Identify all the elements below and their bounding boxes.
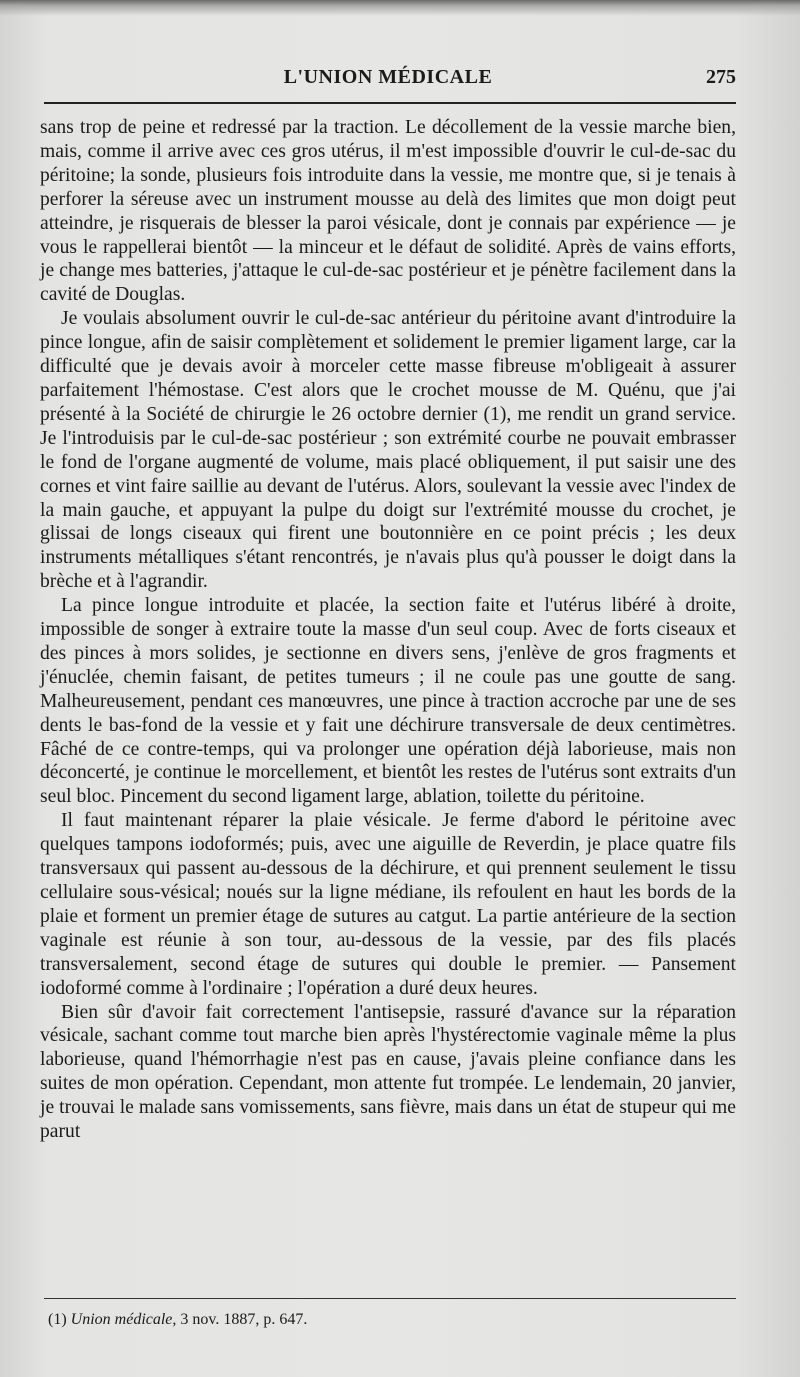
body-text: [40, 116, 736, 1144]
paragraph: La pince longue introduite et placée, la section faite et l'utérus libéré à droite, impossible de songer à extraire toute la masse d'un seul coup. Avec de forts ciseaux et des pinces à mors solides, je sectionne en divers sens, j'enlève de gros fragments et j'énucléе, chemin faisant, de petites tumeurs ; il ne coule pas une goutte de sang. Malheureusement, pendant ces manœuvres, une pince à traction accroche par une de ses dents le bas-fond de la vessie et y fait une déchirure transversale de deux centimètres. Fâché de ce contre-temps, qui va prolonger une opération déjà laborieuse, mais non déconcerté, je continue le morcellement, et bientôt les restes de l'utérus sont extraits d'un seul bloc. Pincement du second ligament large, ablation, toilette du péritoine.: [40, 595, 736, 808]
footnote-marker: (1): [48, 1311, 67, 1328]
running-title: L'UNION MÉDICALE: [283, 66, 493, 88]
paragraph: Je voulais absolument ouvrir le cul-de-sac antérieur du péritoine avant d'introduire la pince longue, afin de saisir complètement et solidement le premier ligament large, car la difficulté que je devais avoir à morceler cette masse fibreuse m'obligeait à assurer parfaitement l'hémostase. C'est alors que le crochet mousse de M. Quénu, que j'ai présenté à la Société de chirurgie le 26 octobre dernier (1), me rendit un grand service. Je l'introduisis par le cul-de-sac postérieur ; son extrémité courbe ne pouvait embrasser le fond de l'organe augmenté de volume, mais placé obliquement, il put saisir une des cornes et vint faire saillie au devant de l'utérus. Alors, soulevant la vessie avec l'index de la main gauche, et appuyant la pulpe du doigt sur l'extrémité mousse du crochet, je glissai de longs ciseaux qui firent une boutonnière en ce point précis ; les deux instruments métalliques s'étant rencontrés, je n'avais plus qu'à pousser le doigt dans la brèche et à l'agrandir.: [40, 308, 736, 593]
footnote-rule: [44, 1298, 736, 1299]
page-number: 275: [706, 66, 736, 88]
footnote-journal: Union médicale,: [70, 1311, 177, 1328]
footnote-reference: 3 nov. 1887, p. 647.: [180, 1311, 308, 1328]
page-header: [40, 64, 736, 100]
header-rule: [44, 102, 736, 104]
paragraph: Il faut maintenant réparer la plaie vésicale. Je ferme d'abord le péritoine avec quelques tampons iodoformés; puis, avec une aiguille de Reverdin, je place quatre fils transversaux qui passent au-dessous de la déchirure, et qui prennent seulement le tissu cellulaire sous-vésical; noués sur la ligne médiane, ils refoulent en haut les bords de la plaie et forment un premier étage de sutures au catgut. La partie antérieure de la section vaginale est réunie à son tour, au-dessous de la vessie, par des fils placés transversalement, second étage de sutures qui double le premier. — Pansement iodoformé comme à l'ordinaire ; l'opération a duré deux heures.: [40, 810, 736, 999]
paragraph-continued: sans trop de peine et redressé par la traction. Le décollement de la vessie marche bien, mais, comme il arrive avec ces gros utérus, il m'est impossible d'ouvrir le cul-de-sac du péritoine; la sonde, plusieurs fois introduite dans la vessie, me montre que, si je tenais à perforer la séreuse avec un instrument mousse au delà des limites que mon doigt peut atteindre, je risquerais de blesser la paroi vésicale, dont je connais par expérience — je vous le rappellerai bientôt — la minceur et le défaut de solidité. Après de vains efforts, je change mes batteries, j'attaque le cul-de-sac postérieur et je pénètre facilement dans la cavité de Douglas.: [40, 117, 736, 306]
paragraph: Bien sûr d'avoir fait correctement l'antisepsie, rassuré d'avance sur la réparation vésicale, sachant comme tout marche bien après l'hystérectomie vaginale même la plus laborieuse, quand l'hémorrhagie n'est pas en cause, j'avais pleine confiance dans les suites de mon opération. Cependant, mon attente fut trompée. Le lendemain, 20 janvier, je trouvai le malade sans vomissements, sans fièvre, mais dans un état de stupeur qui me parut: [40, 1001, 736, 1143]
footnote: [48, 1310, 728, 1330]
scan-edge-shadow: [0, 0, 800, 16]
